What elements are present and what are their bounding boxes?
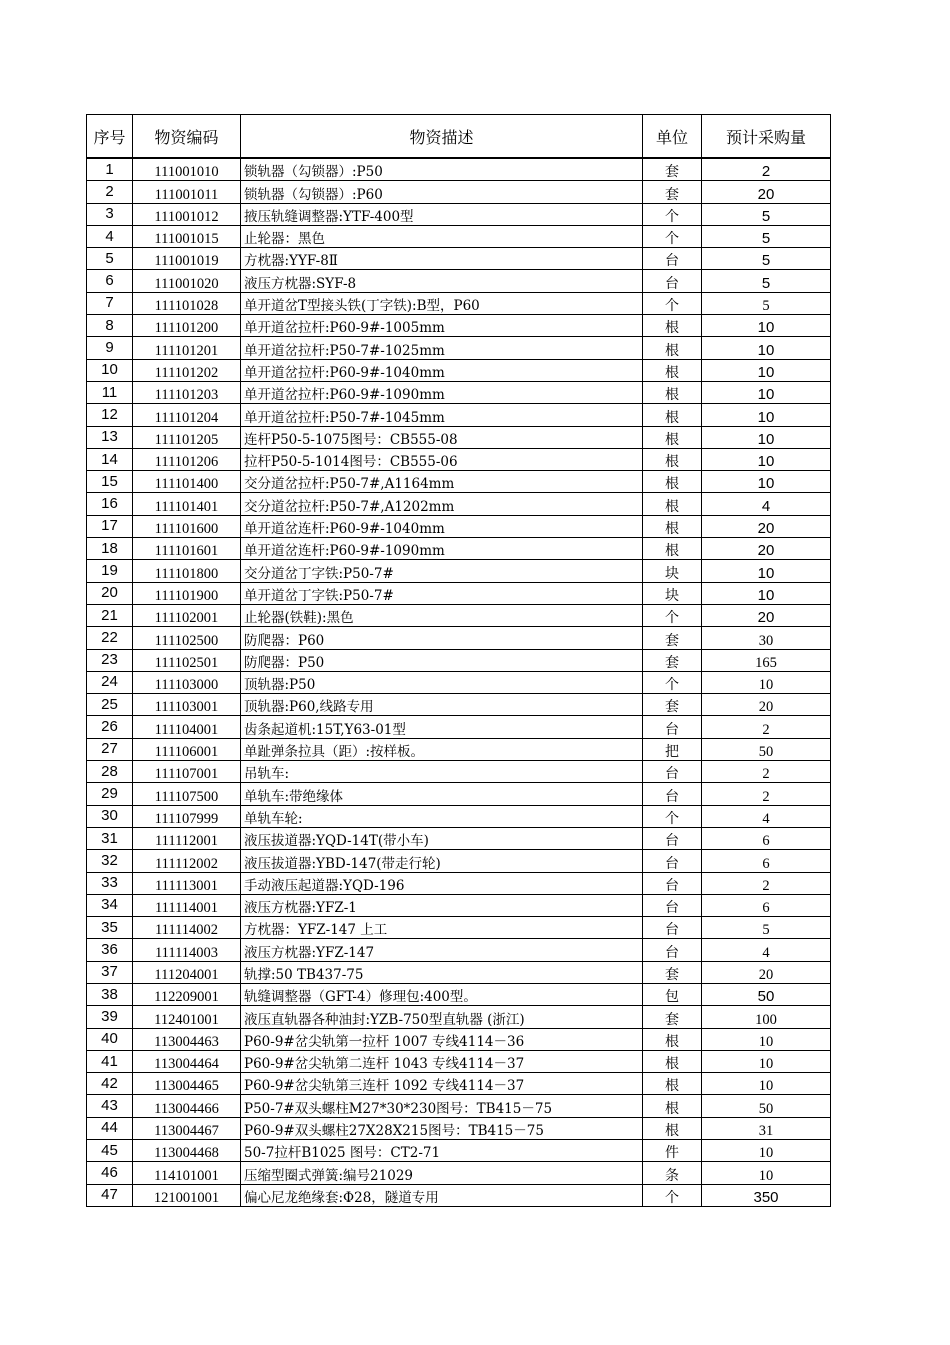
row-index: 6 (87, 270, 133, 292)
row-description: 拉杆P50-5-1014图号：CB555-06 (241, 448, 643, 470)
row-index: 19 (87, 560, 133, 582)
row-description: 单开道岔拉杆:P50-7#-1025mm (241, 337, 643, 359)
row-index: 17 (87, 515, 133, 537)
row-unit: 套 (643, 627, 702, 649)
row-index: 35 (87, 917, 133, 939)
row-quantity: 100 (702, 1006, 831, 1028)
row-description: 单轨车:带绝缘体 (241, 783, 643, 805)
row-unit: 个 (643, 805, 702, 827)
row-quantity: 10 (702, 1162, 831, 1184)
row-unit: 根 (643, 448, 702, 470)
row-unit: 台 (643, 270, 702, 292)
table-row (87, 671, 831, 693)
row-unit: 台 (643, 894, 702, 916)
row-unit: 根 (643, 337, 702, 359)
row-unit: 台 (643, 716, 702, 738)
row-index: 47 (87, 1184, 133, 1206)
row-index: 9 (87, 337, 133, 359)
row-index: 1 (87, 158, 133, 181)
table-row (87, 270, 831, 292)
table-row (87, 604, 831, 626)
row-quantity: 165 (702, 649, 831, 671)
row-unit: 根 (643, 1095, 702, 1117)
table-row (87, 827, 831, 849)
row-unit: 包 (643, 983, 702, 1005)
header-row (87, 115, 831, 159)
row-description: 压缩型圈式弹簧:编号21029 (241, 1162, 643, 1184)
table-row (87, 158, 831, 181)
row-description: 顶轨器:P50 (241, 671, 643, 693)
row-code: 111001015 (133, 225, 241, 247)
row-description: 单开道岔T型接头铁(丁字铁):B型，P60 (241, 292, 643, 314)
row-index: 44 (87, 1117, 133, 1139)
row-quantity: 10 (702, 404, 831, 426)
row-code: 111104001 (133, 716, 241, 738)
row-quantity: 10 (702, 471, 831, 493)
row-description: 液压拔道器:YBD-147(带走行轮) (241, 850, 643, 872)
header-quantity: 预计采购量 (702, 115, 831, 159)
table-row (87, 515, 831, 537)
row-code: 111103001 (133, 694, 241, 716)
table-row (87, 560, 831, 582)
row-quantity: 10 (702, 337, 831, 359)
table-row (87, 1095, 831, 1117)
row-index: 3 (87, 203, 133, 225)
row-index: 8 (87, 315, 133, 337)
row-quantity: 50 (702, 983, 831, 1005)
row-unit: 根 (643, 1028, 702, 1050)
row-index: 12 (87, 404, 133, 426)
row-description: 吊轨车: (241, 761, 643, 783)
row-index: 25 (87, 694, 133, 716)
row-index: 14 (87, 448, 133, 470)
row-index: 43 (87, 1095, 133, 1117)
row-quantity: 6 (702, 827, 831, 849)
row-index: 20 (87, 582, 133, 604)
row-unit: 根 (643, 493, 702, 515)
row-index: 21 (87, 604, 133, 626)
table-row (87, 738, 831, 760)
table-header (87, 115, 831, 159)
row-quantity: 5 (702, 225, 831, 247)
row-unit: 台 (643, 783, 702, 805)
row-code: 111001019 (133, 248, 241, 270)
row-code: 111101900 (133, 582, 241, 604)
row-code: 113004463 (133, 1028, 241, 1050)
row-quantity: 6 (702, 894, 831, 916)
row-description: P60-9#岔尖轨第二连杆 1043 专线4114－37 (241, 1050, 643, 1072)
table-row (87, 761, 831, 783)
row-index: 16 (87, 493, 133, 515)
row-unit: 套 (643, 158, 702, 181)
table-row (87, 582, 831, 604)
row-description: 液压方枕器:SYF-8 (241, 270, 643, 292)
row-index: 46 (87, 1162, 133, 1184)
row-quantity: 5 (702, 203, 831, 225)
row-code: 111101401 (133, 493, 241, 515)
row-code: 111102001 (133, 604, 241, 626)
table-row (87, 493, 831, 515)
row-code: 111001011 (133, 181, 241, 203)
row-description: 交分道岔拉杆:P50-7#,A1202mm (241, 493, 643, 515)
table-row (87, 1140, 831, 1162)
table-row (87, 850, 831, 872)
table-row (87, 1073, 831, 1095)
row-unit: 根 (643, 359, 702, 381)
row-description: 偏心尼龙绝缘套:Φ28，隧道专用 (241, 1184, 643, 1206)
row-unit: 个 (643, 203, 702, 225)
row-quantity: 30 (702, 627, 831, 649)
row-unit: 条 (643, 1162, 702, 1184)
table-row (87, 1006, 831, 1028)
row-description: 连杆P50-5-1075图号：CB555-08 (241, 426, 643, 448)
row-code: 113004464 (133, 1050, 241, 1072)
row-index: 4 (87, 225, 133, 247)
row-unit: 件 (643, 1140, 702, 1162)
row-description: 方枕器:YYF-8Ⅱ (241, 248, 643, 270)
row-quantity: 10 (702, 359, 831, 381)
row-index: 45 (87, 1140, 133, 1162)
row-index: 31 (87, 827, 133, 849)
row-unit: 个 (643, 292, 702, 314)
row-quantity: 20 (702, 515, 831, 537)
row-index: 22 (87, 627, 133, 649)
row-code: 111101028 (133, 292, 241, 314)
row-description: 止轮器(铁鞋):黑色 (241, 604, 643, 626)
table-row (87, 961, 831, 983)
row-code: 111102501 (133, 649, 241, 671)
table-row (87, 1184, 831, 1206)
row-code: 111103000 (133, 671, 241, 693)
table-row (87, 1162, 831, 1184)
row-description: 交分道岔丁字铁:P50-7# (241, 560, 643, 582)
row-quantity: 10 (702, 1050, 831, 1072)
row-quantity: 10 (702, 426, 831, 448)
table-row (87, 1028, 831, 1050)
row-description: 单开道岔丁字铁:P50-7# (241, 582, 643, 604)
row-code: 111001020 (133, 270, 241, 292)
row-code: 113004465 (133, 1073, 241, 1095)
row-code: 112209001 (133, 983, 241, 1005)
row-quantity: 31 (702, 1117, 831, 1139)
row-index: 27 (87, 738, 133, 760)
row-code: 114101001 (133, 1162, 241, 1184)
row-description: 单轨车轮: (241, 805, 643, 827)
row-index: 40 (87, 1028, 133, 1050)
table-row (87, 426, 831, 448)
row-quantity: 5 (702, 292, 831, 314)
row-description: P60-9#岔尖轨第三连杆 1092 专线4114－37 (241, 1073, 643, 1095)
header-index: 序号 (87, 115, 133, 159)
row-code: 111114002 (133, 917, 241, 939)
table-row (87, 783, 831, 805)
row-description: 止轮器：黑色 (241, 225, 643, 247)
row-index: 32 (87, 850, 133, 872)
row-quantity: 6 (702, 850, 831, 872)
row-description: P60-9#双头螺柱27X28X215图号：TB415－75 (241, 1117, 643, 1139)
row-description: 掖压轨缝调整器:YTF-400型 (241, 203, 643, 225)
table-row (87, 203, 831, 225)
row-description: 单开道岔拉杆:P60-9#-1005mm (241, 315, 643, 337)
row-quantity: 10 (702, 448, 831, 470)
row-code: 111107500 (133, 783, 241, 805)
row-index: 26 (87, 716, 133, 738)
table-row (87, 1117, 831, 1139)
table-row (87, 448, 831, 470)
row-quantity: 4 (702, 939, 831, 961)
row-code: 111204001 (133, 961, 241, 983)
row-index: 34 (87, 894, 133, 916)
table-row (87, 1050, 831, 1072)
row-quantity: 10 (702, 671, 831, 693)
row-index: 7 (87, 292, 133, 314)
row-index: 2 (87, 181, 133, 203)
row-unit: 把 (643, 738, 702, 760)
row-code: 111101202 (133, 359, 241, 381)
row-quantity: 20 (702, 181, 831, 203)
row-code: 111101200 (133, 315, 241, 337)
row-quantity: 4 (702, 493, 831, 515)
row-description: 手动液压起道器:YQD-196 (241, 872, 643, 894)
row-unit: 台 (643, 917, 702, 939)
row-unit: 根 (643, 1050, 702, 1072)
row-quantity: 10 (702, 1140, 831, 1162)
table-row (87, 248, 831, 270)
header-code: 物资编码 (133, 115, 241, 159)
row-unit: 根 (643, 471, 702, 493)
row-description: 顶轨器:P60,线路专用 (241, 694, 643, 716)
table-row (87, 181, 831, 203)
row-unit: 套 (643, 1006, 702, 1028)
row-description: 液压方枕器:YFZ-1 (241, 894, 643, 916)
row-unit: 块 (643, 582, 702, 604)
row-index: 33 (87, 872, 133, 894)
table-row (87, 983, 831, 1005)
row-index: 37 (87, 961, 133, 983)
row-quantity: 5 (702, 248, 831, 270)
row-code: 113004466 (133, 1095, 241, 1117)
row-description: 50-7拉杆B1025 图号：CT2-71 (241, 1140, 643, 1162)
row-code: 111101203 (133, 381, 241, 403)
row-description: 锁轨器（勾锁器）:P50 (241, 158, 643, 181)
row-quantity: 5 (702, 270, 831, 292)
row-description: 单开道岔连杆:P60-9#-1090mm (241, 538, 643, 560)
row-index: 30 (87, 805, 133, 827)
row-code: 111101400 (133, 471, 241, 493)
row-unit: 套 (643, 181, 702, 203)
row-index: 23 (87, 649, 133, 671)
row-quantity: 10 (702, 1073, 831, 1095)
table-row (87, 939, 831, 961)
row-index: 28 (87, 761, 133, 783)
table-body (87, 158, 831, 1206)
row-unit: 台 (643, 850, 702, 872)
row-unit: 台 (643, 872, 702, 894)
table-row (87, 917, 831, 939)
row-code: 111112002 (133, 850, 241, 872)
row-quantity: 20 (702, 604, 831, 626)
row-description: 单开道岔拉杆:P60-9#-1090mm (241, 381, 643, 403)
header-unit: 单位 (643, 115, 702, 159)
row-quantity: 10 (702, 560, 831, 582)
row-code: 113004468 (133, 1140, 241, 1162)
row-index: 10 (87, 359, 133, 381)
row-quantity: 350 (702, 1184, 831, 1206)
row-description: 交分道岔拉杆:P50-7#,A1164mm (241, 471, 643, 493)
row-description: P50-7#双头螺柱M27*30*230图号：TB415－75 (241, 1095, 643, 1117)
row-description: 轨缝调整器（GFT-4）修理包:400型。 (241, 983, 643, 1005)
row-description: 防爬器：P50 (241, 649, 643, 671)
row-code: 111114001 (133, 894, 241, 916)
row-description: 单开道岔连杆:P60-9#-1040mm (241, 515, 643, 537)
table-row (87, 627, 831, 649)
row-unit: 根 (643, 1073, 702, 1095)
procurement-table (86, 114, 831, 1207)
row-code: 111101201 (133, 337, 241, 359)
row-unit: 块 (643, 560, 702, 582)
row-index: 5 (87, 248, 133, 270)
table-row (87, 337, 831, 359)
row-unit: 台 (643, 939, 702, 961)
row-quantity: 2 (702, 783, 831, 805)
row-unit: 根 (643, 426, 702, 448)
row-quantity: 10 (702, 315, 831, 337)
row-quantity: 5 (702, 917, 831, 939)
table-row (87, 694, 831, 716)
row-index: 11 (87, 381, 133, 403)
row-description: 防爬器：P60 (241, 627, 643, 649)
row-description: 锁轨器（勾锁器）:P60 (241, 181, 643, 203)
row-code: 121001001 (133, 1184, 241, 1206)
row-unit: 个 (643, 671, 702, 693)
row-index: 24 (87, 671, 133, 693)
row-code: 111107001 (133, 761, 241, 783)
row-unit: 根 (643, 315, 702, 337)
row-code: 111001012 (133, 203, 241, 225)
row-index: 38 (87, 983, 133, 1005)
row-index: 18 (87, 538, 133, 560)
table-row (87, 225, 831, 247)
row-index: 36 (87, 939, 133, 961)
table-row (87, 292, 831, 314)
row-code: 113004467 (133, 1117, 241, 1139)
row-quantity: 2 (702, 716, 831, 738)
table-row (87, 716, 831, 738)
row-unit: 个 (643, 225, 702, 247)
row-description: 液压直轨器各种油封:YZB-750型直轨器 (浙江) (241, 1006, 643, 1028)
table-row (87, 805, 831, 827)
row-quantity: 10 (702, 381, 831, 403)
row-description: 齿条起道机:15T,Y63-01型 (241, 716, 643, 738)
row-unit: 套 (643, 961, 702, 983)
row-unit: 台 (643, 827, 702, 849)
row-description: 单趾弹条拉具（距）:按样板。 (241, 738, 643, 760)
row-unit: 个 (643, 1184, 702, 1206)
row-code: 111107999 (133, 805, 241, 827)
row-unit: 套 (643, 649, 702, 671)
table-row (87, 894, 831, 916)
row-description: P60-9#岔尖轨第一拉杆 1007 专线4114－36 (241, 1028, 643, 1050)
row-quantity: 4 (702, 805, 831, 827)
row-description: 单开道岔拉杆:P60-9#-1040mm (241, 359, 643, 381)
row-code: 111001010 (133, 158, 241, 181)
row-quantity: 20 (702, 694, 831, 716)
row-code: 111101800 (133, 560, 241, 582)
row-code: 111106001 (133, 738, 241, 760)
header-description: 物资描述 (241, 115, 643, 159)
row-code: 111101204 (133, 404, 241, 426)
row-unit: 台 (643, 761, 702, 783)
row-quantity: 50 (702, 1095, 831, 1117)
row-code: 111112001 (133, 827, 241, 849)
table-row (87, 381, 831, 403)
row-unit: 根 (643, 1117, 702, 1139)
row-description: 单开道岔拉杆:P50-7#-1045mm (241, 404, 643, 426)
row-code: 111113001 (133, 872, 241, 894)
row-quantity: 10 (702, 582, 831, 604)
table-row (87, 872, 831, 894)
row-index: 41 (87, 1050, 133, 1072)
row-index: 42 (87, 1073, 133, 1095)
row-index: 29 (87, 783, 133, 805)
row-code: 111101600 (133, 515, 241, 537)
table-row (87, 404, 831, 426)
row-quantity: 2 (702, 158, 831, 181)
table-row (87, 315, 831, 337)
row-code: 111101206 (133, 448, 241, 470)
row-code: 111102500 (133, 627, 241, 649)
row-unit: 根 (643, 404, 702, 426)
row-code: 111101205 (133, 426, 241, 448)
row-description: 轨撑:50 TB437-75 (241, 961, 643, 983)
row-description: 液压方枕器:YFZ-147 (241, 939, 643, 961)
row-index: 15 (87, 471, 133, 493)
row-quantity: 20 (702, 538, 831, 560)
row-code: 111101601 (133, 538, 241, 560)
row-quantity: 20 (702, 961, 831, 983)
row-code: 111114003 (133, 939, 241, 961)
row-unit: 根 (643, 381, 702, 403)
row-quantity: 2 (702, 872, 831, 894)
row-index: 13 (87, 426, 133, 448)
row-description: 方枕器：YFZ-147 上工 (241, 917, 643, 939)
row-quantity: 10 (702, 1028, 831, 1050)
row-unit: 个 (643, 604, 702, 626)
row-quantity: 2 (702, 761, 831, 783)
table-row (87, 359, 831, 381)
table-row (87, 649, 831, 671)
row-index: 39 (87, 1006, 133, 1028)
row-unit: 根 (643, 538, 702, 560)
table-row (87, 471, 831, 493)
row-unit: 根 (643, 515, 702, 537)
table-row (87, 538, 831, 560)
row-description: 液压拔道器:YQD-14T(带小车) (241, 827, 643, 849)
row-unit: 套 (643, 694, 702, 716)
row-code: 112401001 (133, 1006, 241, 1028)
row-quantity: 50 (702, 738, 831, 760)
row-unit: 台 (643, 248, 702, 270)
